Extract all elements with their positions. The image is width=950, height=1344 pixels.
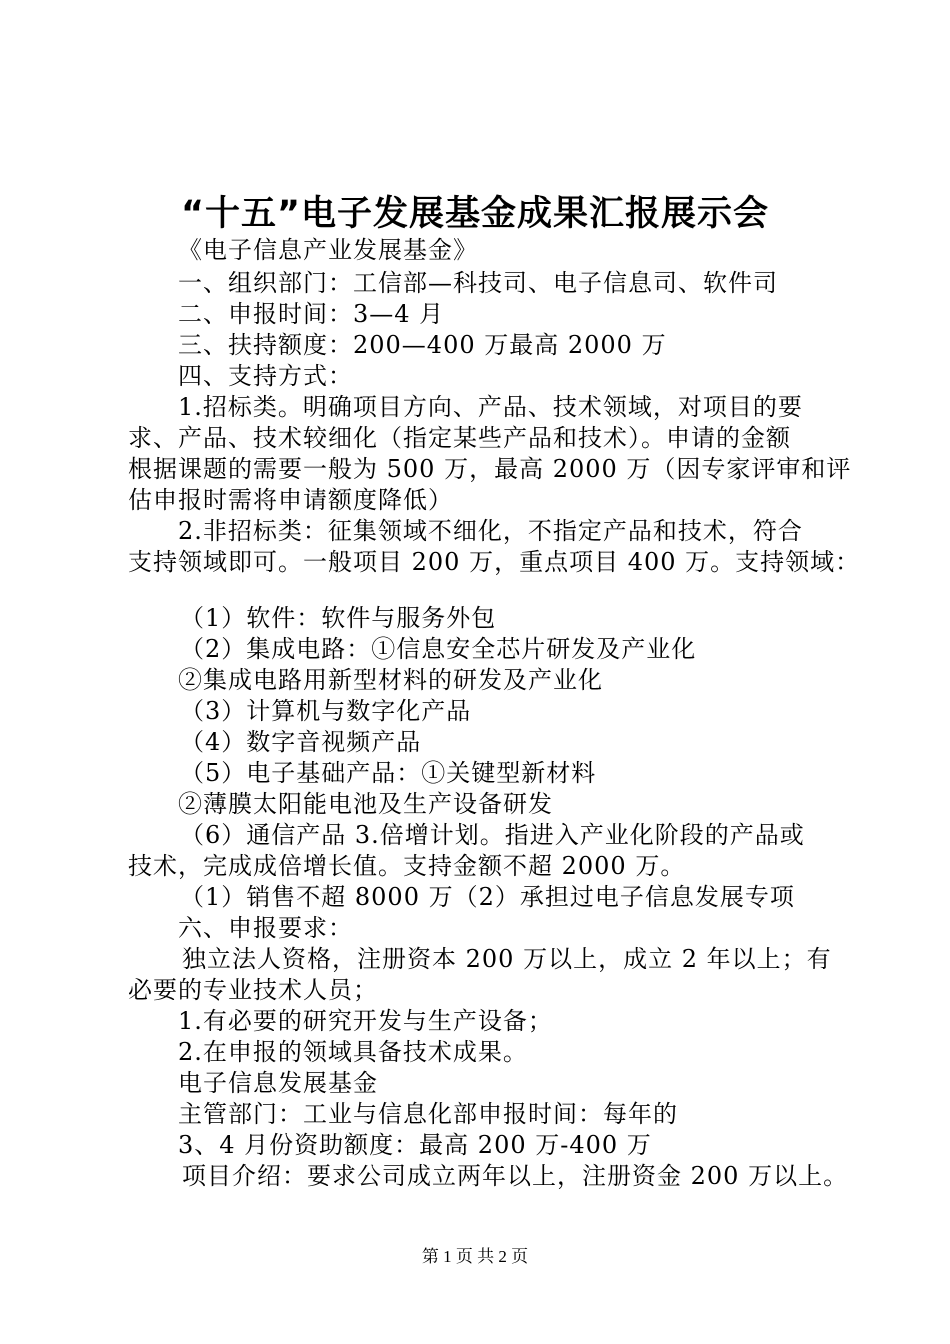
text-line: 三、扶持额度：200—400 万最高 2000 万 (178, 331, 667, 359)
text-line: 1.有必要的研究开发与生产设备； (178, 1007, 553, 1035)
text-line: 支持领域即可。一般项目 200 万，重点项目 400 万。支持领域： (128, 548, 861, 576)
text-line: 求、产品、技术较细化（指定某些产品和技术）。申请的金额 (128, 424, 791, 452)
page-footer: 第 1 页 共 2 页 (421, 1247, 529, 1266)
text-line: ②集成电路用新型材料的研发及产业化 (178, 666, 603, 694)
text-line: 技术，完成成倍增长值。支持金额不超 2000 万。 (128, 852, 686, 880)
text-line: 六、申报要求： (178, 914, 353, 942)
text-line: （5）电子基础产品：①关键型新材料 (180, 759, 597, 787)
text-line: 1.招标类。明确项目方向、产品、技术领域，对项目的要 (178, 393, 803, 421)
text-line: （1）软件：软件与服务外包 (180, 604, 497, 632)
text-line: （4）数字音视频产品 (180, 728, 422, 756)
text-line: 四、支持方式： (178, 362, 353, 390)
text-line: 主管部门：工业与信息化部申报时间：每年的 (178, 1100, 678, 1128)
text-line: ②薄膜太阳能电池及生产设备研发 (178, 790, 553, 818)
text-line: （2）集成电路：①信息安全芯片研发及产业化 (180, 635, 697, 663)
text-line: 独立法人资格，注册资本 200 万以上，成立 2 年以上；有 (182, 945, 832, 973)
document-title: “十五”电子发展基金成果汇报展示会 (180, 194, 769, 234)
text-line: （1）销售不超 8000 万（2）承担过电子信息发展专项 (180, 883, 795, 911)
text-line: 根据课题的需要一般为 500 万，最高 2000 万（因专家评审和评 (128, 455, 852, 483)
text-line: 电子信息发展基金 (178, 1069, 378, 1097)
text-line: 《电子信息产业发展基金》 (178, 236, 478, 264)
text-line: 2.在申报的领域具备技术成果。 (178, 1038, 528, 1066)
text-line: 估申报时需将申请额度降低） (128, 486, 453, 514)
text-line: 项目介绍：要求公司成立两年以上，注册资金 200 万以上。 (182, 1162, 849, 1190)
text-line: 必要的专业技术人员； (128, 976, 378, 1004)
text-line: （3）计算机与数字化产品 (180, 697, 472, 725)
text-line: 2.非招标类：征集领域不细化，不指定产品和技术，符合 (178, 517, 803, 545)
text-line: （6）通信产品 3.倍增计划。指进入产业化阶段的产品或 (180, 821, 805, 849)
text-line: 一、组织部门：工信部—科技司、电子信息司、软件司 (178, 269, 778, 297)
text-line: 二、申报时间：3—4 月 (178, 300, 445, 328)
text-line: 3、4 月份资助额度：最高 200 万-400 万 (178, 1131, 652, 1159)
